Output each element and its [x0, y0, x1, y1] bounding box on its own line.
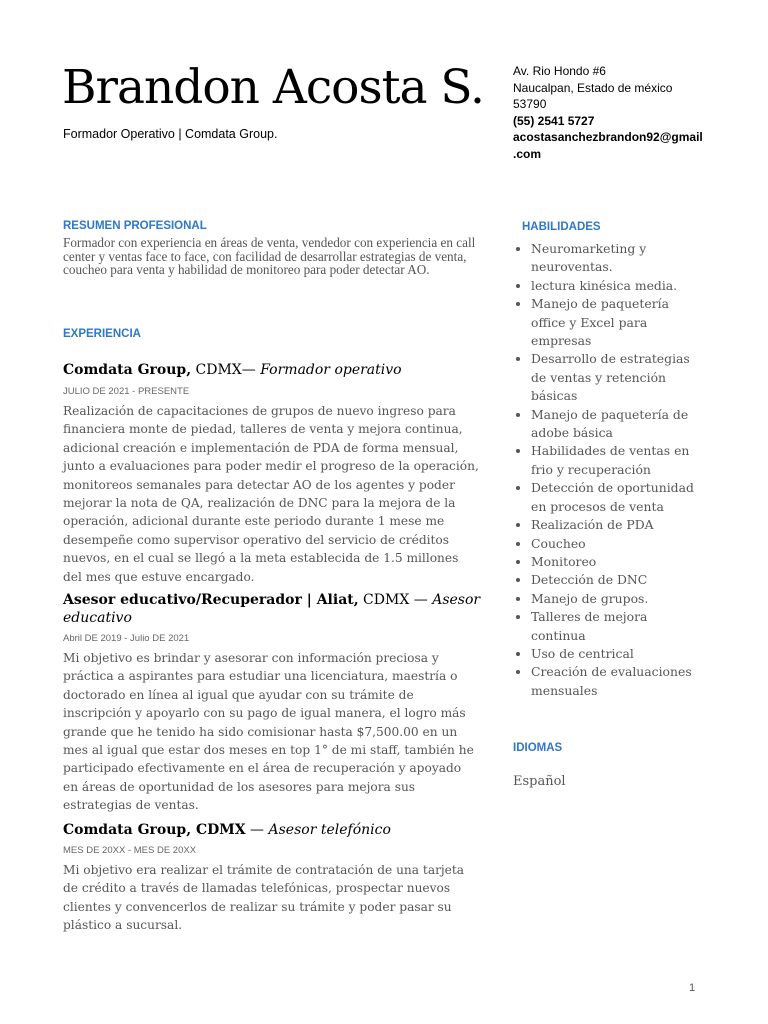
job-location: CDMX—	[191, 362, 261, 378]
email-line-2: .com	[513, 146, 542, 161]
job-date-3: MES DE 20XX - MES DE 20XX	[63, 845, 197, 856]
phone-number: (55) 2541 5727	[513, 113, 595, 128]
skill-item: • Desarrollo de estrategias de ventas y retención básicas	[531, 350, 701, 405]
job-role: Asesor telefónico	[268, 822, 391, 838]
skill-item: • Detección de oportunidad en procesos de venta	[531, 479, 701, 516]
job-title-3	[63, 821, 483, 839]
job-date-1: JULIO DE 2021 - PRESENTE	[63, 386, 190, 397]
skill-item: • Manejo de paquetería office y Excel para empresas	[531, 295, 701, 350]
candidate-subtitle: Formador Operativo | Comdata Group.	[63, 127, 278, 141]
job-description-2: Mi objetivo es brindar y asesorar con información preciosa y práctica a aspirantes para estudiar una licenciatura, maestría o doctorado en línea al igual que ayudar con su trámite de inscripción y apoyarlo con su pago de igual manera, el logro más grande que he tenido ha sido comisionar hasta $7,500.00 en un mes al igual que estar dos meses en top 1° de mi staff, también he participado efectivamente en el área de recuperación y apoyado en áreas de oportunidad de los asesores para mejora sus estrategias de ventas.	[63, 651, 474, 813]
skill-item: • Manejo de grupos.	[531, 590, 701, 608]
page-number: 1	[689, 982, 696, 994]
job-description-3: Mi objetivo era realizar el trámite de contratación de una tarjeta de crédito a través de llamadas telefónicas, prospectar nuevos clientes y convencerlos de realizar su trámite y poder pasar su plástico a sucursal.	[63, 863, 465, 933]
postal-code: 53790	[513, 97, 547, 111]
skill-item: • Monitoreo	[531, 553, 701, 571]
job-date-2: Abril DE 2019 - Julio DE 2021	[63, 633, 190, 644]
skill-item: • Realización de PDA	[531, 516, 701, 534]
job-role: Formador operativo	[260, 362, 402, 378]
skill-item: • Coucheo	[531, 535, 701, 553]
candidate-name: Brandon Acosta S.	[62, 60, 484, 115]
job-location: —	[245, 822, 269, 838]
contact-block	[513, 63, 713, 162]
job-company: Asesor educativo/Recuperador | Aliat,	[63, 592, 359, 608]
summary-heading: RESUMEN PROFESIONAL	[63, 220, 207, 232]
skill-item: • Habilidades de ventas en frio y recuperación	[531, 442, 701, 479]
language-item: Español	[513, 774, 566, 789]
languages-heading: IDIOMAS	[513, 742, 563, 754]
skill-item: • Manejo de paquetería de adobe básica	[531, 406, 701, 443]
job-company: Comdata Group,	[63, 362, 192, 378]
skill-item: • Neuromarketing y neuroventas.	[531, 240, 701, 277]
job-title-1	[63, 361, 483, 379]
job-description-1: Realización de capacitaciones de grupos de nuevo ingreso para financiera monte de piedad, talleres de venta y mejora continua, adicional creación e implementación de PDA de forma mensual, junto a evaluaciones para poder medir el progreso de la operación, monitoreos semanales para detectar AO de los agentes y poder mejorar la nota de QA, realización de DNC para la mejora de la operación, adicional durante este periodo durante 1 mese me desempeñe como supervisor operativo del servicio de créditos nuevos, en el cual se llegó a la meta establecida de 1.5 millones del mes que estuve encargado.	[63, 404, 479, 584]
skill-item: • lectura kinésica media.	[531, 277, 701, 295]
email-line-1: acostasanchezbrandon92@gmail	[513, 130, 703, 144]
skills-heading: HABILIDADES	[522, 221, 601, 233]
job-location: CDMX —	[358, 592, 433, 608]
skill-item: • Talleres de mejora continua	[531, 608, 701, 645]
job-role: Asesor educativo	[63, 592, 481, 626]
skill-item: • Detección de DNC	[531, 571, 701, 589]
job-title-2	[63, 591, 483, 627]
address-line-2: Naucalpan, Estado de méxico	[513, 80, 673, 95]
summary-text: Formador con experiencia en áreas de venta, vendedor con experiencia en call center y ventas face to face, con facilidad de desarrollar estrategias de venta, coucheo para venta y habilidad de monitoreo para poder detectar AO.	[63, 235, 476, 277]
job-company: Comdata Group, CDMX	[63, 822, 246, 838]
skill-item: • Uso de centrical	[531, 645, 701, 663]
address-line-1: Av. Rio Hondo #6	[513, 64, 606, 78]
skills-list	[513, 240, 701, 700]
skill-item: • Creación de evaluaciones mensuales	[531, 663, 701, 700]
experience-heading: EXPERIENCIA	[63, 328, 141, 340]
